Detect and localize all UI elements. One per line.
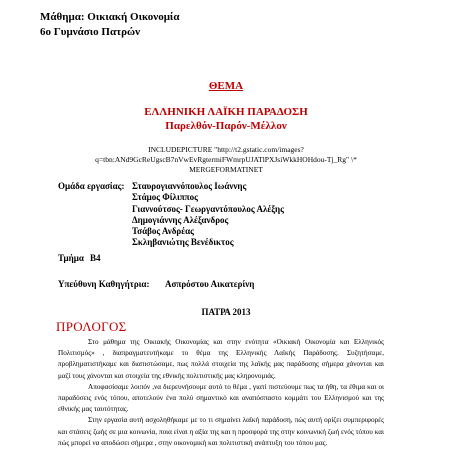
teacher-label: Υπεύθυνη Καθηγήτρια: (58, 279, 150, 289)
prologue-paragraph: Αποφασίσαμε λοιπόν ,να διερευνήσουμε αυτό το θέμα , γιατί πιστεύουμε πως τα ήθη, τα έθιμα και οι παραδόσεις ενός τόπου, αποτελούν ένα πολύ σημαντικό και αναπόσπαστο κομμάτι του Ελληνισμού και της εθνικής μας ταυτότητας. (58, 382, 384, 414)
work-group-label: Ομάδα εργασίας: (58, 181, 125, 191)
member-name: Τσάβος Ανδρέας (132, 226, 194, 237)
prologue-heading: ΠΡΟΛΟΓΟΣ (56, 319, 127, 334)
prologue-paragraph: Στο μάθημα της Οικιακής Οικονομίας και στην ενότητα «Οικιακή Οικονομία και Ελληνικός Πολιτισμός» , διαπραγματευτήκαμε το θέμα της Ελληνικής Λαϊκής Παράδοσης. Συζητήσαμε, προβληματιστήκαμε και διαπιστώσαμε, πως πολλά στοιχεία της λαϊκής μας παράδοσης σήμερα χάνονται και μαζί τους χάνονται και στοιχεία της εθνικής πολιτιστικής μας κληρονομιάς. (58, 338, 384, 380)
work-group-table (58, 181, 284, 249)
includepicture-line-1: INCLUDEPICTURE "http://t2.gstatic.com/images? (148, 145, 304, 154)
prologue-paragraph: Στην εργασία αυτή ασχοληθήκαμε με το τι σημαίνει λαϊκή παράδοση, πώς αυτή ορίζει συμπεριφορές και στάσεις ζωής σε μια κοινωνία, ποια είναι η αξία της και η προσφορά της στην κοινωνική ζωή ενός τόπου και πώς μπορεί να αποδώσει σήμερα , στην οικονομική και πολιτιστική ανάπτυξη του τόπου μας. (58, 416, 384, 447)
member-name: Σκληβανιώτης Βενέδικτος (132, 237, 234, 248)
theme-label: ΘΕΜΑ (208, 80, 244, 92)
school-line: 6ο Γυμνάσιο Πατρών (40, 26, 140, 38)
includepicture-line-3: MERGEFORMATINET (189, 165, 263, 174)
includepicture-line-2: q=tbn:ANd9GcReUgscB7nVwEvRgtermiFWmrpUJATlPXJsiWkkHOHdou-Tj_Rg" \* (95, 155, 357, 164)
member-name: Σταυρογιαννόπουλος Ιωάννης (132, 181, 247, 191)
prologue-body (58, 337, 384, 449)
theme-subtitle: Παρελθόν-Παρόν-Μέλλον (165, 120, 287, 132)
section-value: Β4 (90, 253, 101, 263)
member-name: Δημογιάννης Αλέξανδρος (132, 214, 229, 225)
member-name: Στάμος Φίλιππος (132, 192, 198, 203)
teacher-name: Ασπρόστου Αικατερίνη (165, 279, 255, 289)
theme-title: ΕΛΛΗΝΙΚΗ ΛΑΪΚΗ ΠΑΡΑΔΟΣΗ (144, 106, 308, 118)
subject-line: Μάθημα: Οικιακή Οικονομία (40, 11, 180, 23)
place-year: ΠΑΤΡΑ 2013 (201, 307, 251, 317)
section-label: Τμήμα (58, 253, 84, 263)
member-name: Γιαννούτσος- Γεωργαντόπουλος Αλέξης (132, 203, 284, 214)
